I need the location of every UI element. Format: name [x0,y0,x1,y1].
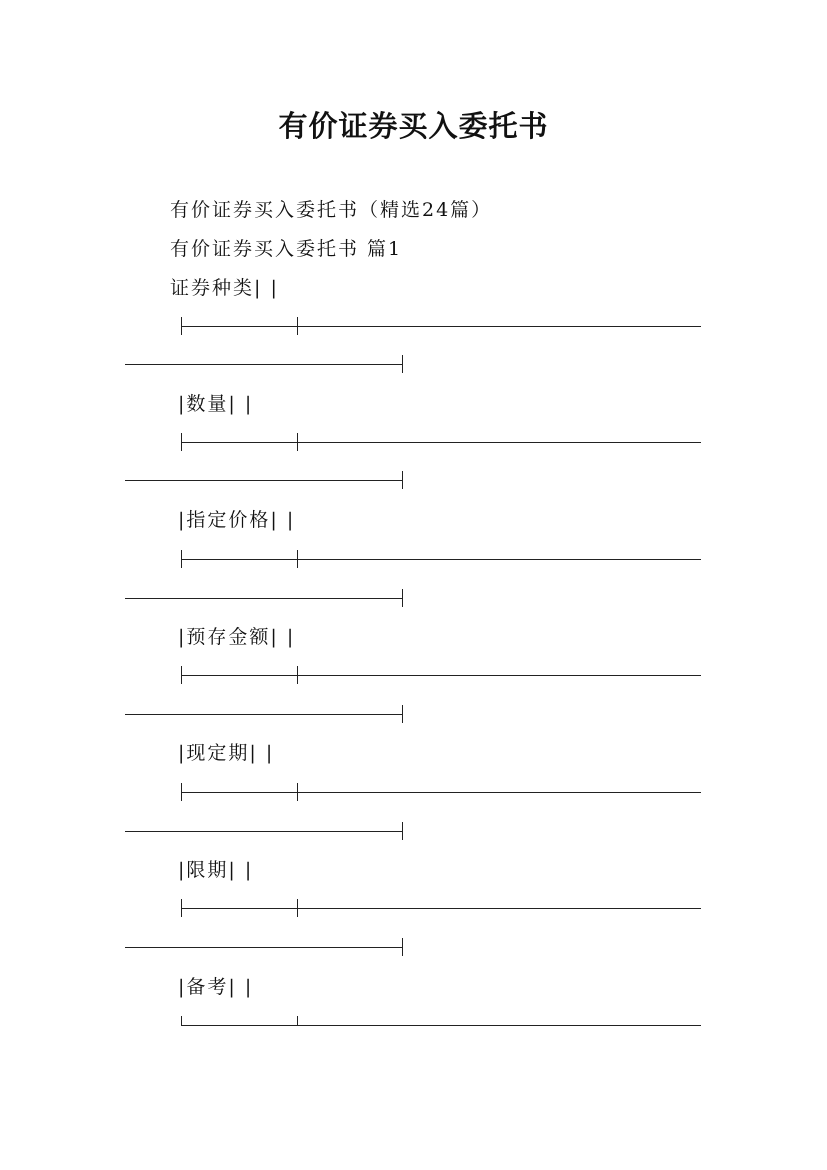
field-label-quantity: |数量| | [178,393,254,415]
section-heading: 有价证券买入委托书 篇1 [170,238,403,260]
field-label-securities-type: 证券种类| | [170,277,279,299]
field-label-remarks: |备考| | [178,976,254,998]
field-label-term-limit: |限期| | [178,859,254,881]
field-label-price: |指定价格| | [178,509,296,531]
field-label-current-term: |现定期| | [178,742,275,764]
document-title: 有价证券买入委托书 [278,109,549,143]
field-label-deposit: |预存金额| | [178,626,296,648]
intro-line: 有价证券买入委托书（精选24篇） [170,199,493,221]
